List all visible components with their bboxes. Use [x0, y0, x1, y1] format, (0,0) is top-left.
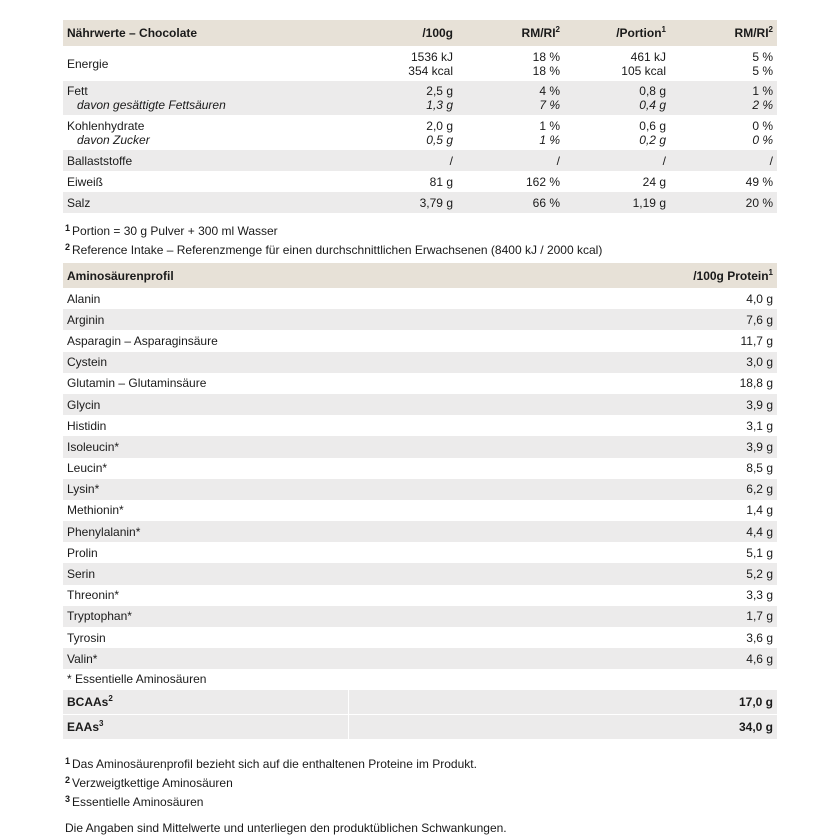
amino-value: 8,5 g — [746, 461, 773, 476]
amino-acid-table — [63, 263, 777, 669]
footnote: $^1$ Portion = 30 g Pulver + 300 ml Wasser — [65, 223, 278, 238]
amino-value: 3,3 g — [746, 588, 773, 603]
amino-row — [63, 606, 777, 627]
nutrition-label: Eiweiß — [67, 174, 104, 189]
footnote: $^1$ Das Aminosäurenprofil bezieht sich auf die enthaltenen Proteine im Produkt. — [65, 756, 477, 772]
amino-name: Cystein — [63, 352, 563, 373]
nutrition-value: 1 % 2 % — [670, 81, 777, 115]
nutrition-value: 4 % 7 % — [457, 81, 564, 115]
per-portion-header: /Portion$^1$ — [564, 20, 670, 46]
amino-value: 1,7 g — [563, 606, 777, 627]
amino-name: Methionin* — [67, 503, 124, 518]
amino-value: 4,0 g — [746, 291, 773, 306]
nutrition-value: 461 kJ 105 kcal — [621, 49, 666, 78]
amino-value: 3,1 g — [746, 418, 773, 433]
amino-name: Leucin* — [67, 461, 108, 476]
essential-note: * Essentielle Aminosäuren — [67, 672, 207, 687]
nutrition-value: 162 % — [525, 174, 560, 189]
nutrition-value: / — [457, 150, 564, 171]
amino-name: Alanin — [67, 291, 101, 306]
amino-value: 7,6 g — [563, 309, 777, 330]
amino-name: Isoleucin* — [63, 436, 563, 457]
amino-value: 6,2 g — [563, 479, 777, 500]
nutrition-title: Nährwerte – Chocolate — [63, 20, 353, 46]
total-value: 17,0 g — [348, 690, 777, 715]
nutrition-value: 2,5 g 1,3 g — [353, 81, 457, 115]
nutrition-value: 1536 kJ 354 kcal — [408, 49, 453, 78]
amino-row — [63, 436, 777, 457]
total-label: EAAs$^3$ — [63, 715, 348, 740]
nutrition-header-row — [63, 20, 777, 46]
nutrition-row-salz — [63, 192, 777, 213]
footnote: $^3$ Essentielle Aminosäuren — [65, 794, 204, 810]
nutrition-value: 0,6 g 0,2 g — [639, 118, 666, 147]
amino-value-header: /100g Protein$^1$ — [563, 263, 777, 288]
amino-header-row — [63, 263, 777, 288]
nutrition-row-energie — [63, 46, 777, 81]
nutrition-footnotes — [63, 213, 777, 263]
nutrition-document — [63, 20, 777, 836]
amino-name: Phenylalanin* — [63, 521, 563, 542]
amino-name: Glutamin – Glutaminsäure — [67, 376, 207, 391]
nutrition-value: 49 % — [745, 174, 773, 189]
amino-row — [63, 627, 777, 648]
amino-row — [63, 458, 777, 479]
eaa-row — [63, 715, 777, 740]
nutrition-value: / — [670, 150, 777, 171]
nutrition-row-eiweiss — [63, 171, 777, 192]
nutrition-value: / — [564, 150, 670, 171]
amino-value: 5,1 g — [746, 545, 773, 560]
nutrition-label: Energie — [67, 56, 109, 71]
amino-name: Tryptophan* — [63, 606, 563, 627]
amino-value: 3,9 g — [563, 394, 777, 415]
nutrition-value: / — [353, 150, 457, 171]
amino-value: 5,2 g — [563, 563, 777, 584]
nutrition-table — [63, 20, 777, 213]
nutrition-value: 1,19 g — [564, 192, 670, 213]
per-100g-header: /100g — [353, 20, 457, 46]
amino-row — [63, 648, 777, 669]
amino-value: 3,0 g — [563, 352, 777, 373]
amino-value: 18,8 g — [739, 376, 773, 391]
rm-ri-header-1: $RM/RI^2$ — [457, 20, 564, 46]
nutrition-label: Kohlenhydrate davon Zucker — [67, 118, 150, 147]
bcaa-row — [63, 690, 777, 715]
rm-ri-header-2: $RM/RI^2$ — [670, 20, 777, 46]
nutrition-label: Ballaststoffe — [63, 150, 353, 171]
nutrition-value: 2,0 g 0,5 g — [426, 118, 453, 147]
nutrition-value: 0,8 g 0,4 g — [564, 81, 670, 115]
amino-name: Histidin — [67, 418, 107, 433]
amino-row — [63, 288, 777, 309]
nutrition-value: 66 % — [457, 192, 564, 213]
amino-value: 3,9 g — [563, 436, 777, 457]
amino-row — [63, 330, 777, 351]
amino-value: 11,7 g — [740, 333, 773, 348]
amino-name: Asparagin – Asparaginsäure — [67, 333, 218, 348]
amino-row — [63, 415, 777, 436]
amino-totals-table — [63, 690, 777, 739]
amino-row — [63, 352, 777, 373]
nutrition-value: 1 % 1 % — [539, 118, 560, 147]
nutrition-label: Fett davon gesättigte Fettsäuren — [63, 81, 353, 115]
amino-value: 1,4 g — [746, 503, 773, 518]
amino-row — [63, 563, 777, 584]
amino-name: Glycin — [63, 394, 563, 415]
amino-row — [63, 479, 777, 500]
nutrition-value: 81 g — [429, 174, 453, 189]
amino-row — [63, 585, 777, 606]
amino-row — [63, 500, 777, 521]
total-value: 34,0 g — [348, 715, 777, 740]
amino-row — [63, 394, 777, 415]
nutrition-value: 24 g — [642, 174, 666, 189]
nutrition-row-kohlenhydrate — [63, 115, 777, 150]
amino-name: Prolin — [67, 545, 98, 560]
amino-row — [63, 373, 777, 394]
amino-name: Lysin* — [63, 479, 563, 500]
amino-row — [63, 521, 777, 542]
amino-name: Threonin* — [67, 588, 120, 603]
amino-name: Tyrosin — [67, 630, 106, 645]
nutrition-value: 5 % 5 % — [752, 49, 773, 78]
amino-value: 3,6 g — [746, 630, 773, 645]
amino-title: Aminosäurenprofil — [63, 263, 563, 288]
amino-row — [63, 309, 777, 330]
nutrition-label: Salz — [63, 192, 353, 213]
disclaimer-text: Die Angaben sind Mittelwerte und unterliegen den produktüblichen Schwankungen. — [65, 821, 507, 836]
nutrition-value: 3,79 g — [353, 192, 457, 213]
amino-name: Valin* — [63, 648, 563, 669]
nutrition-row-ballaststoffe — [63, 150, 777, 171]
amino-value: 4,6 g — [563, 648, 777, 669]
footnote: $^2$ Reference Intake – Referenzmenge für einen durchschnittlichen Erwachsenen (8400 kJ / 2000 kcal) — [65, 242, 603, 257]
nutrition-value: 20 % — [670, 192, 777, 213]
amino-name: Arginin — [63, 309, 563, 330]
nutrition-row-fett — [63, 81, 777, 115]
amino-row — [63, 542, 777, 563]
amino-name: Serin — [63, 563, 563, 584]
nutrition-value: 18 % 18 % — [532, 49, 560, 78]
amino-value: 4,4 g — [563, 521, 777, 542]
amino-footnotes — [63, 739, 777, 810]
nutrition-value: 0 % 0 % — [752, 118, 773, 147]
footnote: $^2$ Verzweigtkettige Aminosäuren — [65, 775, 233, 791]
total-label: BCAAs$^2$ — [63, 690, 348, 715]
